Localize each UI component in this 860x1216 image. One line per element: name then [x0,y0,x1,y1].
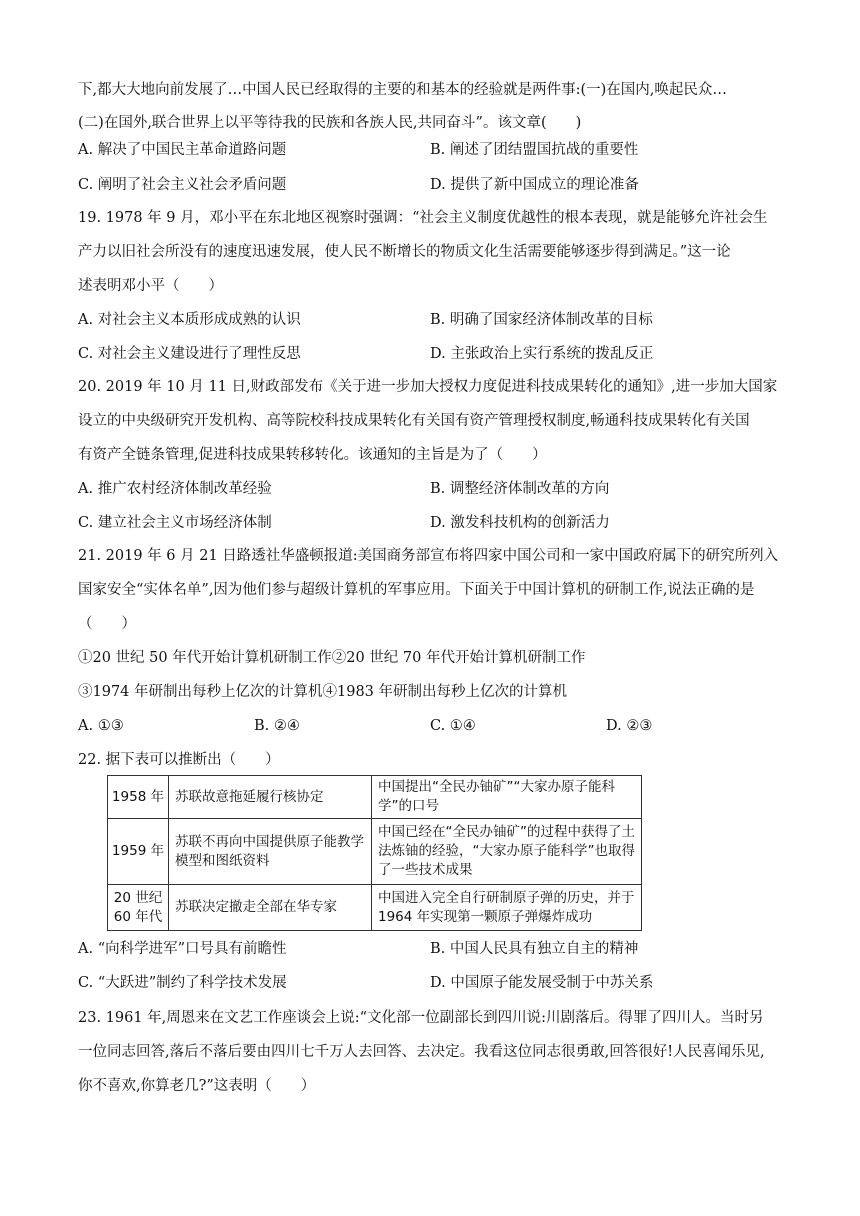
table-cell-year: 1959 年 [108,819,169,885]
table-cell-china: 中国进入完全自行研制原子弹的历史，并于 1964 年实现第一颗原子弹爆炸成功 [372,885,642,931]
q18-option-d[interactable]: D. 提供了新中国成立的理论准备 [430,177,639,193]
q22-option-d[interactable]: D. 中国原子能发展受制于中苏关系 [430,975,654,991]
q22-table [107,775,642,931]
q18-stem-line-2: (二)在国外,联合世界上以平等待我的民族和各族人民,共同奋斗”。该文章( ) [78,115,582,131]
table-cell-china: 中国提出“全民办铀矿”“大家办原子能科学”的口号 [372,776,642,819]
table-cell-soviet: 苏联不再向中国提供原子能教学模型和图纸资料 [169,819,372,885]
q22-options-row-1 [0,939,860,959]
q23-stem-line-1: 23. 1961 年,周恩来在文艺工作座谈会上说:“文化部一位副部长到四川说:川剧落后。得罪了四川人。当时另 [78,1010,764,1026]
q21-option-a[interactable]: A. ①③ [78,718,124,734]
table-cell-china: 中国已经在“全民办铀矿”的过程中获得了土法炼铀的经验，“大家办原子能科学”也取得了一些技术成果 [372,819,642,885]
q23-stem-line-2: 一位同志回答,落后不落后要由四川七千万人去回答、去决定。我看这位同志很勇敢,回答很好!人民喜闻乐见, [78,1044,765,1060]
q18-option-c[interactable]: C. 阐明了社会主义社会矛盾问题 [78,177,287,193]
q18-stem-line-1: 下,都大大地向前发展了…中国人民已经取得的主要的和基本的经验就是两件事:(一)在国内,唤起民众… [78,82,727,98]
q19-stem-line-2: 产力以旧社会所没有的速度迅速发展，使人民不断增长的物质文化生活需要能够逐步得到满足。”这一论 [78,244,731,260]
q21-option-d[interactable]: D. ②③ [606,718,653,734]
q19-option-a[interactable]: A. 对社会主义本质形成成熟的认识 [78,312,301,328]
q20-option-d[interactable]: D. 激发科技机构的创新活力 [430,515,610,531]
q22-option-a[interactable]: A. “向科学进军”口号具有前瞻性 [78,941,287,957]
table-cell-year: 20 世纪 60 年代 [108,885,169,931]
q19-stem-line-1: 19. 1978 年 9 月，邓小平在东北地区视察时强调：“社会主义制度优越性的根本表现，就是能够允许社会生 [78,210,768,226]
q21-stem-line-2: 国家安全“实体名单”,因为他们参与超级计算机的军事应用。下面关于中国计算机的研制工作,说法正确的是 [78,582,755,598]
table-row [108,819,642,885]
q21-statement-line-1: ①20 世纪 50 年代开始计算机研制工作②20 世纪 70 年代开始计算机研制工作 [78,650,586,666]
q20-options-row-2 [0,513,860,533]
q22-options-row-2 [0,973,860,993]
q23-stem-line-3: 你不喜欢,你算老几?”这表明（ ） [78,1078,316,1094]
q21-option-b[interactable]: B. ②④ [254,718,300,734]
q20-option-b[interactable]: B. 调整经济体制改革的方向 [430,481,610,497]
q22-option-b[interactable]: B. 中国人民具有独立自主的精神 [430,941,639,957]
q20-options-row-1 [0,479,860,499]
q22-option-c[interactable]: C. “大跃进”制约了科学技术发展 [78,975,287,991]
table-row [108,885,642,931]
q21-option-c[interactable]: C. ①④ [430,718,476,734]
table-cell-soviet: 苏联故意拖延履行核协定 [169,776,372,819]
q21-stem-line-1: 21. 2019 年 6 月 21 日路透社华盛顿报道:美国商务部宣布将四家中国公司和一家中国政府属下的研究所列入 [78,548,779,564]
table-cell-year: 1958 年 [108,776,169,819]
q21-options-row [0,716,860,736]
q21-statement-line-2: ③1974 年研制出每秒上亿次的计算机④1983 年研制出每秒上亿次的计算机 [78,684,568,700]
q18-option-a[interactable]: A. 解决了中国民主革命道路问题 [78,142,287,158]
q20-option-a[interactable]: A. 推广农村经济体制改革经验 [78,481,272,497]
q20-stem-line-1: 20. 2019 年 10 月 11 日,财政部发布《关于进一步加大授权力度促进科技成果转化的通知》,进一步加大国家 [78,379,778,395]
table-row [108,776,642,819]
q21-stem-line-3: （ ） [78,616,136,632]
q19-option-c[interactable]: C. 对社会主义建设进行了理性反思 [78,346,301,362]
q19-option-b[interactable]: B. 明确了国家经济体制改革的目标 [430,312,653,328]
table-cell-soviet: 苏联决定撤走全部在华专家 [169,885,372,931]
q18-options-row-2 [0,175,860,195]
q20-stem-line-3: 有资产全链条管理,促进科技成果转移转化。该通知的主旨是为了（ ） [78,447,547,463]
q19-stem-line-3: 述表明邓小平（ ） [78,278,223,294]
q19-options-row-1 [0,310,860,330]
q19-option-d[interactable]: D. 主张政治上实行系统的拨乱反正 [430,346,654,362]
q22-stem: 22. 据下表可以推断出（ ） [78,752,280,768]
q18-option-b[interactable]: B. 阐述了团结盟国抗战的重要性 [430,142,639,158]
q20-stem-line-2: 设立的中央级研究开发机构、高等院校科技成果转化有关国有资产管理授权制度,畅通科技成果转化有关国 [78,413,750,429]
q18-options-row-1 [0,140,860,160]
q19-options-row-2 [0,344,860,364]
q20-option-c[interactable]: C. 建立社会主义市场经济体制 [78,515,272,531]
